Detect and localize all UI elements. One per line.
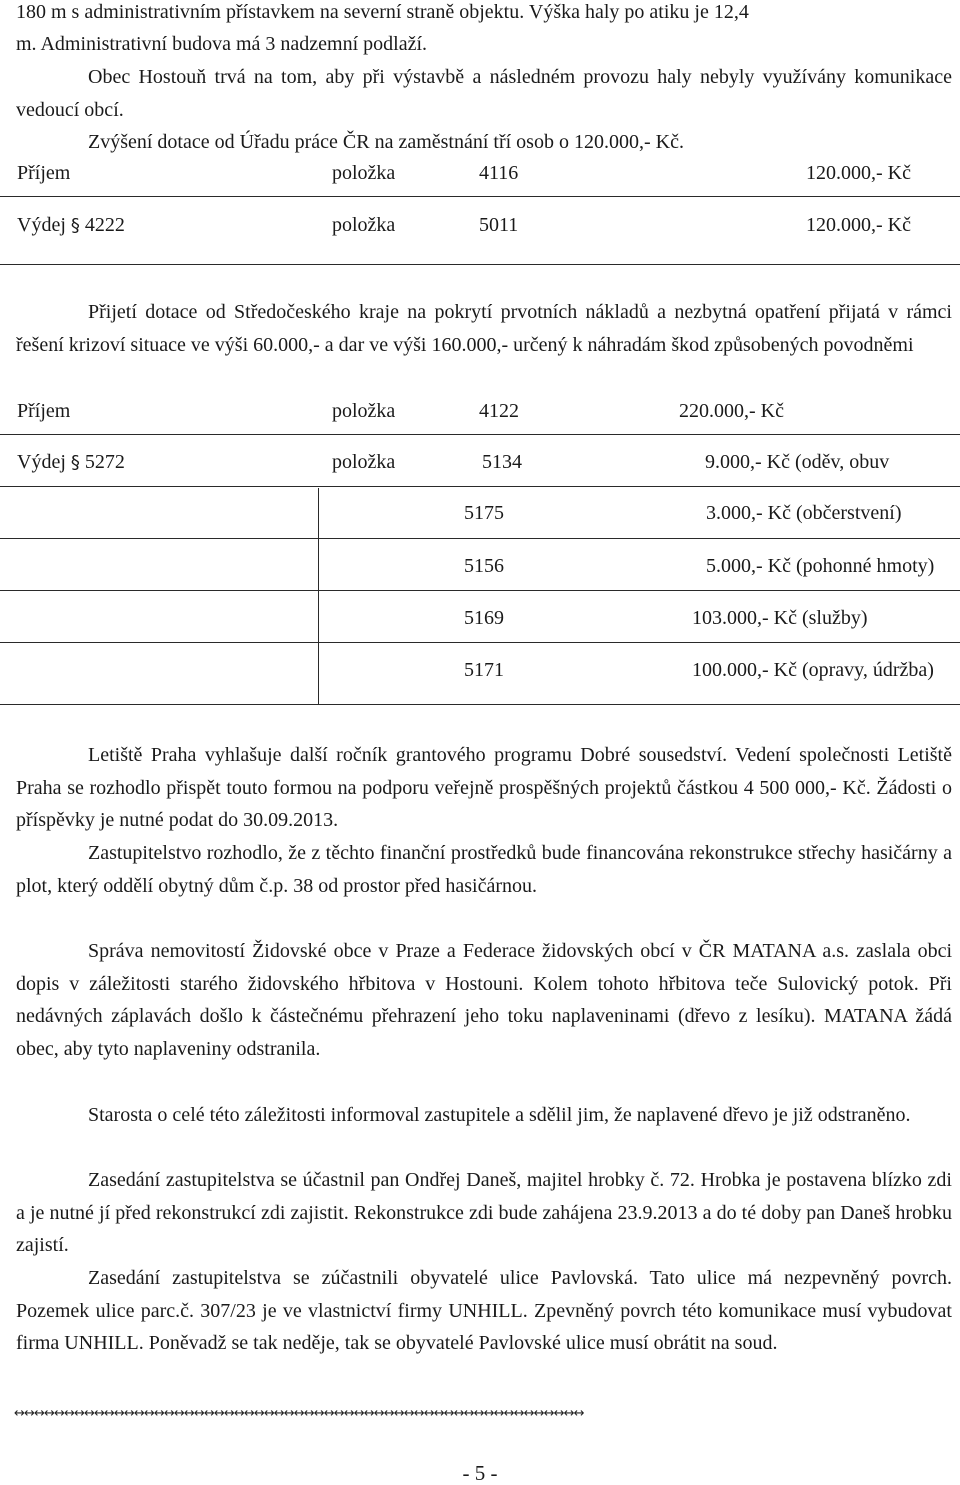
prijem-label: Příjem <box>17 162 71 184</box>
vydej-word: Výdej <box>17 214 66 236</box>
danes-paragraph <box>16 1164 952 1262</box>
amount: 120.000,- Kč <box>806 162 911 184</box>
dotace-paragraph <box>16 126 952 159</box>
polozka-code: 4116 <box>479 162 519 184</box>
polozka-code: 5156 <box>464 555 504 577</box>
letiste-paragraph <box>16 739 952 837</box>
dotace-text: Zvýšení dotace od Úřadu práce ČR na zaměstnání tří osob o 120.000,- Kč. <box>88 131 684 153</box>
amount: 100.000,- Kč (opravy, údržba) <box>692 659 934 681</box>
matana-text: Správa nemovitostí Židovské obce v Praze a Federace židovských obcí v ČR MATANA a.s. zaslala obci dopis v záležitosti starého židovského hřbitova v Hostouni. Kolem tohoto hřbitova teče Sulovický potok. Při nedávných záplavách došlo k částečnému přehrazení jeho toku naplaveninami (dřevo z lesíku). MATANA žádá obec, aby tyto naplaveniny odstranila. <box>16 940 952 1061</box>
table-column-divider <box>318 488 319 704</box>
amount: 3.000,- Kč (občerstvení) <box>706 502 902 524</box>
starosta-text: Starosta o celé této záležitosti informoval zastupitele a sdělil jim, že naplavené dřevo je již odstraněno. <box>88 1104 911 1126</box>
arrow-separator: ↔↔↔↔↔↔↔↔↔↔↔↔↔↔↔↔↔↔↔↔↔↔↔↔↔↔↔↔↔↔↔↔↔↔↔↔↔↔↔↔↔↔↔↔↔↔↔↔↔↔↔↔↔↔↔↔↔ <box>14 1406 584 1421</box>
amount: 5.000,- Kč (pohonné hmoty) <box>706 555 935 577</box>
vydej-label <box>17 449 125 476</box>
section-sign-icon: § <box>70 452 80 473</box>
polozka-code: 5171 <box>464 659 504 681</box>
polozka-code: 5134 <box>482 451 522 473</box>
polozka-code: 5169 <box>464 607 504 629</box>
pavlovska-paragraph <box>16 1262 952 1360</box>
amount: 120.000,- Kč <box>806 214 911 236</box>
kraj-text: Přijetí dotace od Středočeského kraje na pokrytí prvotních nákladů a nezbytná opatření přijatá v rámci řešení krizoví situace ve výši 60.000,- a dar ve výši 160.000,- určený k náhradám škod způsobených povodněmi <box>16 301 952 356</box>
section-sign-icon: § <box>70 215 80 236</box>
polozka-label: položka <box>332 214 396 236</box>
table-row <box>0 396 960 435</box>
danes-text: Zasedání zastupitelstva se účastnil pan Ondřej Daneš, majitel hrobky č. 72. Hrobka je postavena blízko zdi a je nutné jí před rekonstrukcí zdi zajistit. Rekonstrukce zdi bude zahájena 23.9.2013 a do té doby pan Daneš hrobku zajistí. <box>16 1169 952 1257</box>
table-row <box>0 540 960 591</box>
starosta-paragraph <box>16 1099 952 1132</box>
polozka-label: položka <box>332 451 396 473</box>
vydej-code: 4222 <box>84 214 125 236</box>
table-row <box>0 436 960 487</box>
intro-line-1: 180 m s administrativním přístavkem na severní straně objektu. Výška haly po atiku je 12,4 <box>16 1 749 23</box>
hostoun-paragraph <box>16 61 952 126</box>
polozka-code: 4122 <box>479 400 519 422</box>
vydej-code: 5272 <box>84 451 125 473</box>
amount: 9.000,- Kč (oděv, obuv <box>705 451 890 473</box>
zastupitelstvo-text: Zastupitelstvo rozhodlo, že z těchto finanční prostředků bude financována rekonstrukce střechy hasičárny a plot, který oddělí obytný dům č.p. 38 od prostor před hasičárnou. <box>16 842 952 897</box>
vydej-word: Výdej <box>17 451 66 473</box>
zastupitelstvo-paragraph <box>16 837 952 902</box>
polozka-code: 5175 <box>464 502 504 524</box>
letiste-text: Letiště Praha vyhlašuje další ročník grantového programu Dobré sousedství. Vedení společnosti Letiště Praha se rozhodlo přispět touto formou na podporu veřejně prospěšných projektů částkou 4 500 000,- Kč. Žádosti o příspěvky je nutné podat do 30.09.2013. <box>16 744 952 832</box>
prijem-label: Příjem <box>17 400 71 422</box>
matana-paragraph <box>16 935 952 1066</box>
page-number: - 5 - <box>462 1461 498 1485</box>
kraj-paragraph <box>16 296 952 361</box>
vydej-label <box>17 212 125 239</box>
amount: 220.000,- Kč <box>679 400 784 422</box>
pavlovska-text: Zasedání zastupitelstva se zúčastnili obyvatelé ulice Pavlovská. Tato ulice má nezpevněný povrch. Pozemek ulice parc.č. 307/23 je ve vlastnictví firmy UNHILL. Zpevněný povrch této komunikace musí vybudovat firma UNHILL. Poněvadž se tak neděje, tak se obyvatelé Pavlovské ulice musí obrátit na soud. <box>16 1267 952 1355</box>
polozka-label: položka <box>332 400 396 422</box>
polozka-code: 5011 <box>479 214 519 236</box>
polozka-label: položka <box>332 162 396 184</box>
table-row <box>0 644 960 705</box>
intro-line-2: m. Administrativní budova má 3 nadzemní podlaží. <box>16 33 428 55</box>
table-row <box>0 158 960 197</box>
table-row <box>0 488 960 539</box>
hostoun-text: Obec Hostouň trvá na tom, aby při výstavbě a následném provozu haly nebyly využívány komunikace vedoucí obcí. <box>16 66 952 121</box>
amount: 103.000,- Kč (služby) <box>692 607 868 629</box>
table-row <box>0 592 960 643</box>
table-row <box>0 198 960 265</box>
